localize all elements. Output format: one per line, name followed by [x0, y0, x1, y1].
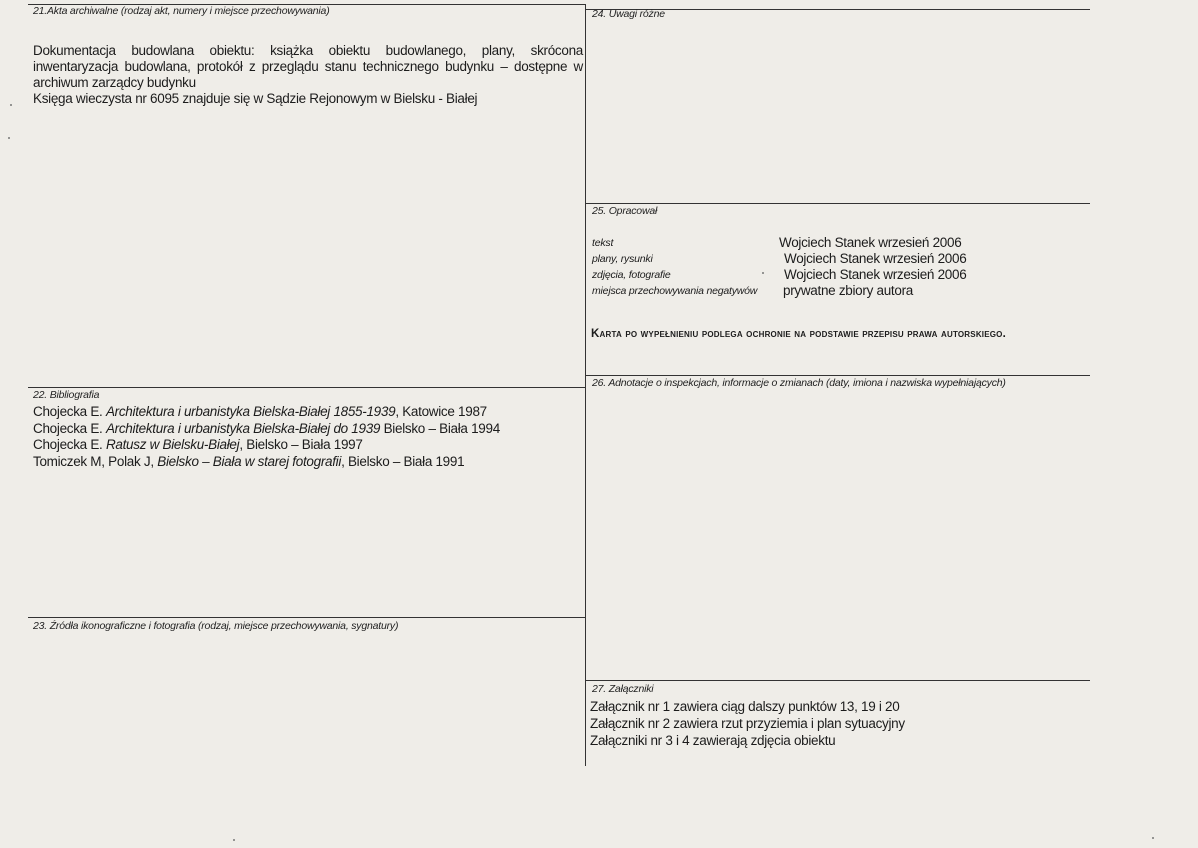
author-label: plany, rysunki: [592, 253, 653, 265]
author-label: tekst: [592, 237, 614, 249]
bibliography-author: Chojecka E.: [33, 404, 106, 419]
section-22-header: 22. Bibliografia: [33, 389, 100, 401]
bibliography-title: Ratusz w Bielsku-Białej: [105, 437, 240, 452]
section-25-header: 25. Opracował: [592, 205, 658, 217]
rule-25-top: [586, 203, 1090, 204]
bibliography-publication: Bielsko – Biała 1994: [380, 420, 500, 436]
author-label: miejsca przechowywania negatywów: [592, 285, 758, 297]
section-23-header: 23. Źródła ikonograficzne i fotografia (rodzaj, miejsce przechowywania, sygnatury): [33, 620, 399, 632]
scan-speck: [233, 839, 235, 841]
bibliography-title: Architektura i urbanistyka Bielska-Białej 1855-1939: [105, 404, 396, 419]
bibliography-publication: , Bielsko – Biała 1991: [341, 453, 465, 469]
bibliography-entry: [33, 421, 500, 438]
attachment-line: Załącznik nr 1 zawiera ciąg dalszy punktów 13, 19 i 20: [590, 699, 900, 714]
author-label: zdjęcia, fotografie: [592, 269, 671, 281]
rule-23-top: [28, 617, 585, 618]
author-row-plans: [592, 251, 992, 267]
rule-22-top: [28, 387, 585, 388]
bibliography-publication: , Bielsko – Biała 1997: [239, 437, 363, 452]
author-value: Wojciech Stanek wrzesień 2006: [784, 251, 967, 266]
section-21-land-registry: Księga wieczysta nr 6095 znajduje się w Sądzie Rejonowym w Bielsku - Białej: [33, 91, 478, 106]
scan-speck: [1152, 837, 1154, 839]
bibliography-author: Chojecka E.: [33, 437, 106, 452]
author-value: Wojciech Stanek wrzesień 2006: [779, 235, 962, 250]
author-row-photos: [592, 267, 992, 283]
bibliography-entry: [33, 437, 500, 454]
section-27-header: 27. Załączniki: [592, 683, 654, 695]
bibliography-author: Tomiczek M, Polak J,: [33, 453, 158, 469]
copyright-notice: Karta po wypełnieniu podlega ochronie na podstawie przepisu prawa autorskiego.: [591, 328, 1006, 340]
author-row-negatives: [592, 283, 992, 299]
author-value: prywatne zbiory autora: [783, 283, 913, 298]
bibliography-title: Architektura i urbanistyka Bielska-Białej do 1939: [105, 420, 381, 436]
section-26-header: 26. Adnotacje o inspekcjach, informacje o zmianach (daty, imiona i nazwiska wypełniających): [592, 377, 1006, 389]
rule-27-top: [586, 680, 1090, 681]
author-value: Wojciech Stanek wrzesień 2006: [784, 267, 967, 282]
bibliography-publication: , Katowice 1987: [395, 404, 487, 419]
rule-26-top: [586, 375, 1090, 376]
author-table: [592, 235, 992, 299]
bibliography-list: [33, 404, 500, 470]
bibliography-author: Chojecka E.: [33, 420, 106, 436]
author-row-text: [592, 235, 992, 251]
section-21-paragraph: Dokumentacja budowlana obiektu: książka obiektu budowlanego, plany, skrócona inwentaryzacja budowlana, protokół z przeglądu stanu technicznego budynku – dostępne w archiwum zarządcy budynku: [33, 43, 583, 90]
attachment-line: Załącznik nr 2 zawiera rzut przyziemia i plan sytuacyjny: [590, 716, 905, 731]
scan-speck: [10, 104, 12, 106]
scan-speck: [8, 137, 10, 139]
bibliography-entry: [33, 454, 500, 471]
bibliography-title: Bielsko – Biała w starej fotografii: [157, 453, 342, 469]
attachment-line: Załączniki nr 3 i 4 zawierają zdjęcia obiektu: [590, 733, 836, 748]
column-divider: [585, 4, 586, 766]
bibliography-entry: [33, 404, 500, 421]
scan-speck: [762, 272, 764, 274]
section-24-header: 24. Uwagi różne: [592, 8, 665, 20]
section-21-header: 21.Akta archiwalne (rodzaj akt, numery i miejsce przechowywania): [33, 5, 330, 17]
attachments-list: [590, 699, 905, 750]
